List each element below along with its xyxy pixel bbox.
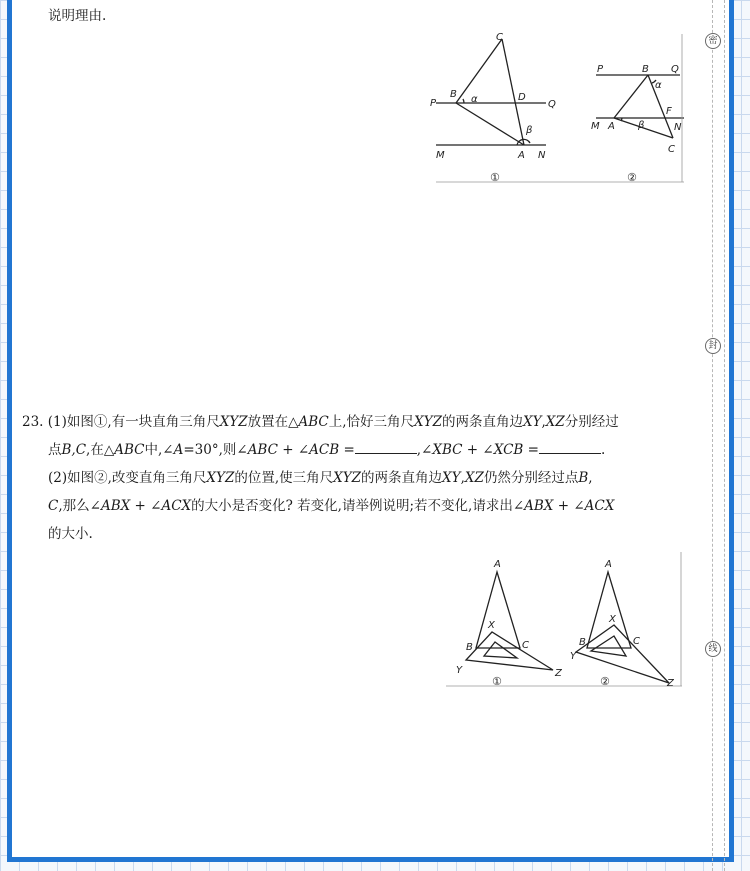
- q23-line2: 点B,C,在△ABC中,∠A=30°,则∠ABC + ∠ACB = ,∠XBC + ∠XCB = .: [48, 442, 606, 458]
- fig23-1-label-a: A: [494, 559, 501, 570]
- seal-xian: 线: [705, 641, 721, 657]
- fig1-label-beta: β: [526, 125, 533, 136]
- fig2-label-b: B: [642, 64, 649, 75]
- binding-line-outer: [724, 0, 725, 871]
- figure-q23: [444, 552, 684, 690]
- fig23-1-label-z: Z: [555, 668, 562, 679]
- binding-line: [712, 0, 713, 871]
- q23-number: 23.: [22, 414, 44, 430]
- fig2-label-alpha: α: [655, 80, 662, 91]
- fig22-caption-2: ②: [627, 171, 637, 184]
- fig23-2-label-z: Z: [667, 678, 674, 689]
- fig2-label-n: N: [674, 122, 682, 133]
- fig23-2-label-a: A: [605, 559, 612, 570]
- fig2-label-f: F: [666, 106, 672, 117]
- q23-line4: C,那么∠ABX + ∠ACX的大小是否变化? 若变化,请举例说明;若不变化,请求出∠ABX + ∠ACX: [48, 498, 615, 514]
- q23-line5: 的大小.: [48, 526, 93, 542]
- fig1-seg-ba: [456, 103, 524, 145]
- fig23-2-triangle-inner: [591, 636, 626, 656]
- fig23-1-triangle-abc: [476, 572, 520, 648]
- fig2-label-m: M: [591, 121, 600, 132]
- intro-line: 说明理由.: [48, 8, 107, 24]
- fig23-2-label-c: C: [633, 636, 640, 647]
- fig23-2-label-x: X: [609, 614, 616, 625]
- fig1-label-alpha: α: [471, 94, 478, 105]
- fig22-caption-1: ①: [490, 171, 500, 184]
- fig23-1-label-x: X: [488, 620, 495, 631]
- fig1-label-m: M: [436, 150, 445, 161]
- seal-feng: 封: [705, 338, 721, 354]
- fig1-label-b: B: [450, 89, 457, 100]
- fig2-label-c: C: [668, 144, 675, 155]
- fig23-1-label-c: C: [522, 640, 529, 651]
- fig2-label-p: P: [597, 64, 604, 75]
- seal-mi: 密: [705, 33, 721, 49]
- q23-line1: 23. (1)如图①,有一块直角三角尺XYZ放置在△ABC上,恰好三角尺XYZ的两条直角边XY,XZ分别经过: [22, 414, 619, 430]
- answer-blank-1[interactable]: [355, 441, 417, 454]
- fig23-1-label-b: B: [466, 642, 473, 653]
- fig2-label-a: A: [608, 121, 615, 132]
- q23-line3: (2)如图②,改变直角三角尺XYZ的位置,使三角尺XYZ的两条直角边XY,XZ仍然分别经过点B,: [48, 470, 593, 486]
- fig23-caption-2: ②: [600, 675, 610, 688]
- fig23-2-label-b: B: [579, 637, 586, 648]
- fig2-seg-ba: [614, 75, 648, 118]
- fig23-1-label-y: Y: [456, 665, 463, 676]
- fig1-label-q: Q: [548, 99, 556, 110]
- fig1-label-p: P: [430, 98, 437, 109]
- fig1-label-n: N: [538, 150, 546, 161]
- fig1-seg-cb: [456, 39, 502, 103]
- fig1-label-a: A: [518, 150, 525, 161]
- fig23-2-label-y: Y: [570, 651, 577, 662]
- fig1-label-d: D: [518, 92, 526, 103]
- fig23-caption-1: ①: [492, 675, 502, 688]
- figure-q22: [430, 30, 690, 188]
- fig2-label-beta: β: [638, 120, 645, 131]
- fig1-label-c: C: [496, 32, 503, 43]
- fig2-label-q: Q: [671, 64, 679, 75]
- fig23-2-triangle-xyz: [576, 625, 669, 683]
- answer-blank-2[interactable]: [539, 441, 601, 454]
